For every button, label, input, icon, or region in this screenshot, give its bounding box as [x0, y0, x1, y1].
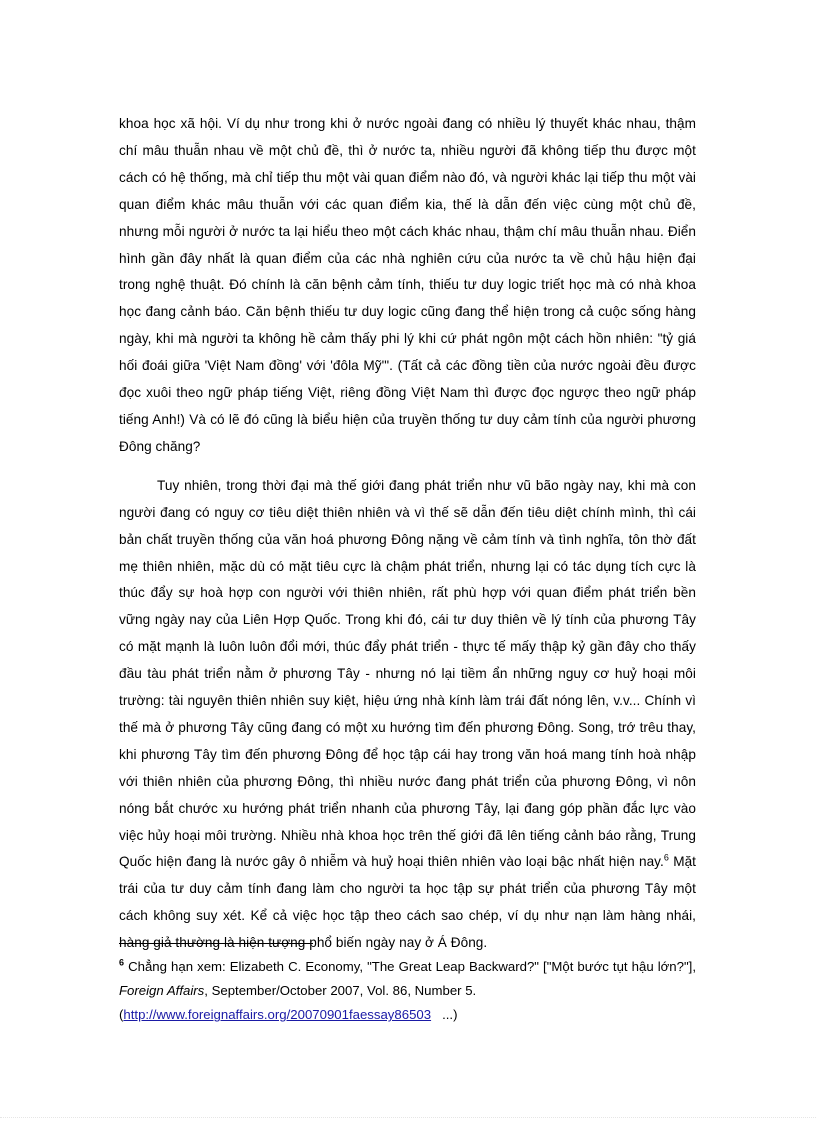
footnote-link-close: ...): [442, 1007, 458, 1023]
footnote-number: 6: [119, 957, 125, 968]
paragraph: [119, 111, 696, 461]
paragraph-text: Mặt trái của tư duy cảm tính đang làm cho người ta học tập sự phát triển của phương Tây một cách không suy xét. Kể cả việc học tập theo cách sao chép, ví dụ như nạn làm hàng nhái, hàng giả thường là hiện tượng phổ biến ngày nay ở Á Đông.: [119, 854, 697, 951]
footnote-text: Chẳng hạn xem: Elizabeth C. Economy, "The Great Leap Backward?" ["Một bước tụt hậu lớn?"],: [124, 959, 696, 974]
footnote-link-gap: [431, 1007, 442, 1022]
page-bottom-edge: [0, 1117, 816, 1118]
paragraph-text: Tuy nhiên, trong thời đại mà thế giới đang phát triển như vũ bão ngày nay, khi mà con người đang có nguy cơ tiêu diệt thiên nhiên và vì thế sẽ dẫn đến tiêu diệt chính mình, thì cái bản chất truyền thống của văn hoá phương Đông nặng về cảm tính và tình nghĩa, tôn thờ đất mẹ thiên nhiên, mặc dù có mặt tiêu cực là chậm phát triển, nhưng lại có tác dụng tích cực là thúc đẩy sự hoà hợp con người với thiên nhiên, rất phù hợp với quan điểm phát triển bền vững ngày nay của Liên Hợp Quốc. Trong khi đó, cái tư duy thiên về lý tính của phương Tây có mặt mạnh là luôn luôn đổi mới, thúc đẩy phát triển - thực tế mấy thập kỷ gần đây cho thấy đầu tàu phát triển nằm ở phương Tây - nhưng nó lại tiềm ẩn những nguy cơ huỷ hoại môi trường: tài nguyên thiên nhiên suy kiệt, hiệu ứng nhà kính làm trái đất nóng lên, v.v... Chính vì thế mà ở phương Tây cũng đang có một xu hướng tìm đến phương Đông. Song, trớ trêu thay, khi phương Tây tìm đến phương Đông để học tập cái hay trong văn hoá mang tính hoà nhập với thiên nhiên của phương Đông, thì nhiều nước đang phát triển của phương Đông, vì nôn nóng bắt chước xu hướng phát triển nhanh của phương Tây, lại đang góp phần đắc lực vào việc hủy hoại môi trường. Nhiều nhà khoa học trên thế giới đã lên tiếng cảnh báo rằng, Trung Quốc hiện đang là nước gây ô nhiễm và huỷ hoại thiên nhiên vào loại bậc nhất hiện nay.: [119, 477, 696, 870]
document-body: [119, 111, 696, 957]
paragraph-text: khoa học xã hội. Ví dụ như trong khi ở nước ngoài đang có nhiều lý thuyết khác nhau, thậm chí mâu thuẫn nhau về một chủ đề, thì ở nước ta, nhiều người đã không tiếp thu được một cách có hệ thống, mà chỉ tiếp thu một vài quan điểm nào đó, và người khác lại tiếp thu một vài quan điểm khác mâu thuẫn với các quan điểm kia, thế là dẫn đến việc cùng một chủ đề, nhưng mỗi người ở nước ta lại hiểu theo một cách khác nhau, thậm chí mâu thuẫn nhau. Điển hình gần đây nhất là quan điểm của các nhà nghiên cứu của nước ta về chủ hậu hiện đại trong nghệ thuật. Đó chính là căn bệnh cảm tính, thiếu tư duy logic triết học mà có nhà khoa học đang cảnh báo. Căn bệnh thiếu tư duy logic cũng đang thể hiện trong cả cuộc sống hàng ngày, khi mà người ta không hề cảm thấy phi lý khi cứ phát ngôn một cách hồn nhiên: "tỷ giá hối đoái giữa 'Việt Nam đồng' với 'đôla Mỹ'". (Tất cả các đồng tiền của nước ngoài đều được đọc xuôi theo ngữ pháp tiếng Việt, riêng đồng Việt Nam thì được đọc ngược theo ngữ pháp tiếng Anh!) Và có lẽ đó cũng là biểu hiện của truyền thống tư duy cảm tính của người phương Đông chăng?: [119, 116, 696, 454]
footnote-link[interactable]: http://www.foreignaffairs.org/20070901faessay86503: [123, 1007, 432, 1023]
footnote: [119, 955, 696, 1028]
footnote-link-open: (: [119, 1007, 124, 1023]
footnote-separator: [119, 943, 313, 944]
paragraph: [119, 473, 696, 957]
footnote-text: , September/October 2007, Vol. 86, Number 5.: [204, 983, 477, 999]
footnote-reference[interactable]: 6: [663, 852, 669, 863]
footnote-journal-title: Foreign Affairs: [119, 983, 205, 999]
